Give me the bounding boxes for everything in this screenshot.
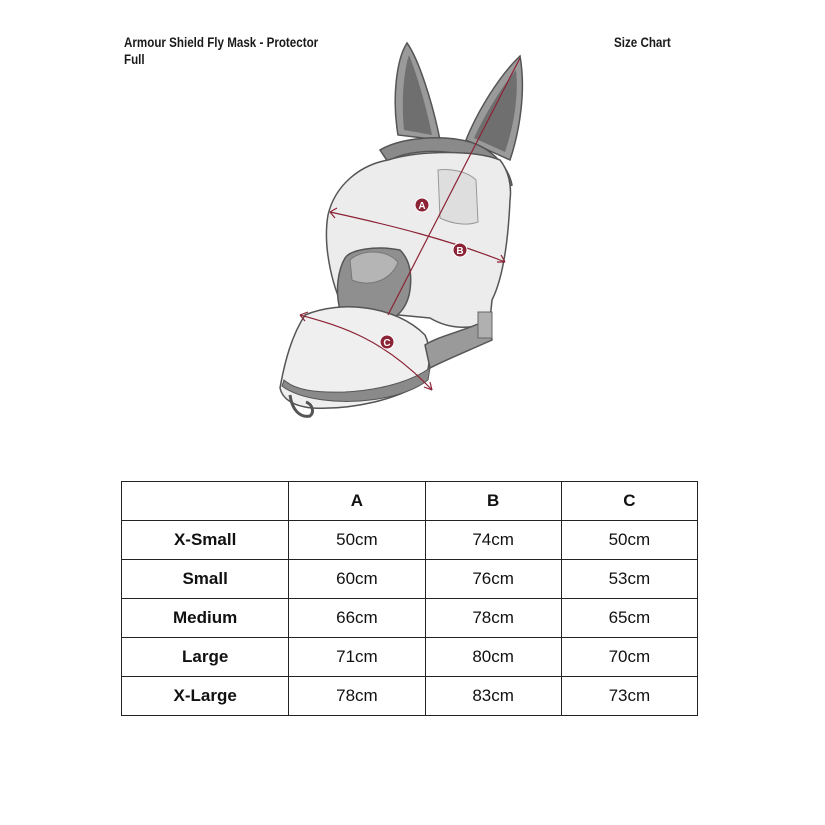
table-cell: 60cm <box>289 560 425 599</box>
table-row <box>122 677 698 716</box>
table-cell: 74cm <box>425 521 561 560</box>
size-chart-label: Size Chart <box>614 35 671 50</box>
table-cell: 78cm <box>425 599 561 638</box>
size-label: Large <box>122 638 289 677</box>
table-cell: 76cm <box>425 560 561 599</box>
table-cell: 70cm <box>561 638 697 677</box>
table-cell: 66cm <box>289 599 425 638</box>
table-cell: 53cm <box>561 560 697 599</box>
table-cell: 50cm <box>289 521 425 560</box>
column-header-a: A <box>289 482 425 521</box>
left-ear <box>395 43 440 140</box>
size-label: X-Large <box>122 677 289 716</box>
fly-mask-illustration <box>255 35 535 425</box>
table-cell: 71cm <box>289 638 425 677</box>
svg-text:B: B <box>456 246 464 257</box>
table-cell: 83cm <box>425 677 561 716</box>
size-label: X-Small <box>122 521 289 560</box>
table-cell: 73cm <box>561 677 697 716</box>
table-cell: 80cm <box>425 638 561 677</box>
table-row <box>122 638 698 677</box>
velcro-tab <box>478 312 492 338</box>
table-header-row <box>122 482 698 521</box>
table-row <box>122 599 698 638</box>
size-table <box>121 481 698 716</box>
table-cell: 65cm <box>561 599 697 638</box>
size-label: Small <box>122 560 289 599</box>
svg-text:C: C <box>383 338 391 349</box>
marker-b <box>453 243 467 257</box>
size-label: Medium <box>122 599 289 638</box>
product-title: Armour Shield Fly Mask - Protector Full <box>124 35 319 67</box>
marker-c <box>380 335 394 349</box>
table-cell: 78cm <box>289 677 425 716</box>
table-corner-cell <box>122 482 289 521</box>
table-row <box>122 521 698 560</box>
column-header-c: C <box>561 482 697 521</box>
svg-text:A: A <box>418 201 426 212</box>
table-cell: 50cm <box>561 521 697 560</box>
marker-a <box>415 198 429 212</box>
column-header-b: B <box>425 482 561 521</box>
table-row <box>122 560 698 599</box>
